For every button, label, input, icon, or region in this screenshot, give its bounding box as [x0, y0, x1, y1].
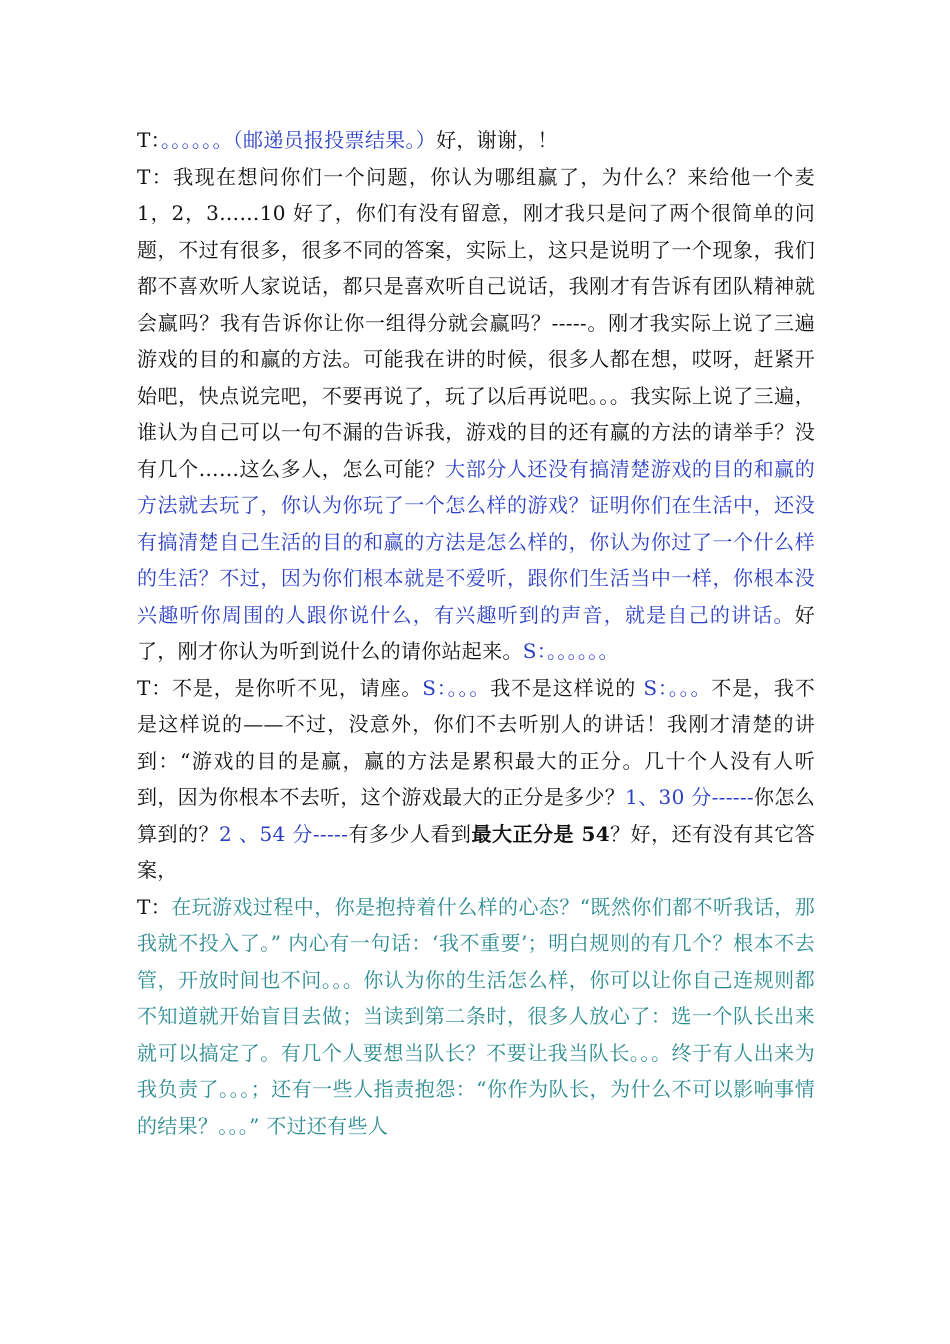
text-span: T：我现在想问你们一个问题，你认为哪组赢了，为什么？来给他一个麦 1，2，3……10 好了，你们有没有留意，刚才我只是问了两个很简单的问题，不过有很多，很多不同的答案，实际上，这只是说明了一个现象，我们都不喜欢听人家说话，都只是喜欢听自己说话，我刚才有告诉有团队精神就会赢吗？我有告诉你让你一组得分就会赢吗？-----。刚才我实际上说了三遍游戏的目的和赢的方法。可能我在讲的时候，很多人都在想，哎呀，赶紧开始吧，快点说完吧，不要再说了，玩了以后再说吧。。。我实际上说了三遍，谁认为自己可以一句不漏的告诉我，游戏的目的还有赢的方法的请举手？没有几个……这么多人，怎么可能？ — [137, 164, 815, 481]
stage-note: 。。。。。。（邮递员报投票结果。） — [160, 128, 437, 152]
text-span: ？好，还有没有其它答案， — [137, 821, 816, 882]
bold-emphasis: 最大正分是 54 — [471, 821, 610, 846]
text-span: 我不是这样说的 — [490, 675, 644, 700]
answer-1: 1、30 分------ — [625, 785, 754, 809]
paragraph-4 — [137, 889, 815, 1145]
text-span: 有多少人看到 — [348, 821, 472, 846]
student-response: S：。。。。。。 — [522, 639, 619, 663]
text-span: 你怎么算到的？ — [137, 785, 816, 846]
teal-text: 在玩游戏过程中，你是抱持着什么样的心态？“既然你们都不听我话，那我就不投入了。” 内心有一句话：‘我不重要’；明白规则的有几个？根本不去管，开放时间也不问。。。你认为你的生活怎么样，你可以让你自己连规则都不知道就开始盲目去做；当读到第二条时，很多人放心了：选一个队长出来就可以搞定了。有几个人要想当队长？不要让我当队长。。。终于有人出来为我负责了。。。；还有一些人指责抱怨：“你作为队长，为什么不可以影响事情的结果？。。。” 不过还有些人 — [137, 894, 815, 1138]
highlighted-text: 大部分人还没有搞清楚游戏的目的和赢的方法就去玩了，你认为你玩了一个怎么样的游戏？证明你们在生活中，还没有搞清楚自己生活的目的和赢的方法是怎么样的，你认为你过了一个什么样的生活？不过，因为你们根本就是不爱听，跟你们生活当中一样，你根本没兴趣听你周围的人跟你说什么，有兴趣听到的声音，就是自己的讲话。 — [137, 456, 815, 627]
speaker-label: T： — [137, 894, 172, 919]
text-span: T：不是，是你听不见，请座。 — [137, 675, 423, 700]
answer-2: 2 、54 分----- — [219, 821, 349, 846]
text-span: 不是，我不是这样说的——不过，没意外，你们不去听别人的讲话！我刚才清楚的讲到：“游戏的目的是赢，赢的方法是累积最大的正分。几十个人没有人听到，因为你根本不去听，这个游戏最大的正分是多少？ — [137, 675, 815, 809]
paragraph-3 — [137, 670, 815, 889]
student-response: S：。。。 — [422, 675, 491, 700]
text-span: 好了，刚才你认为听到说什么的请你站起来。 — [137, 602, 815, 663]
text-span: 好，谢谢，！ — [436, 128, 558, 152]
speaker-label: T： — [137, 128, 161, 152]
paragraph-1 — [137, 122, 815, 159]
student-response: S：。。。 — [643, 675, 712, 700]
paragraph-2 — [137, 159, 815, 670]
document-page — [137, 122, 815, 1144]
